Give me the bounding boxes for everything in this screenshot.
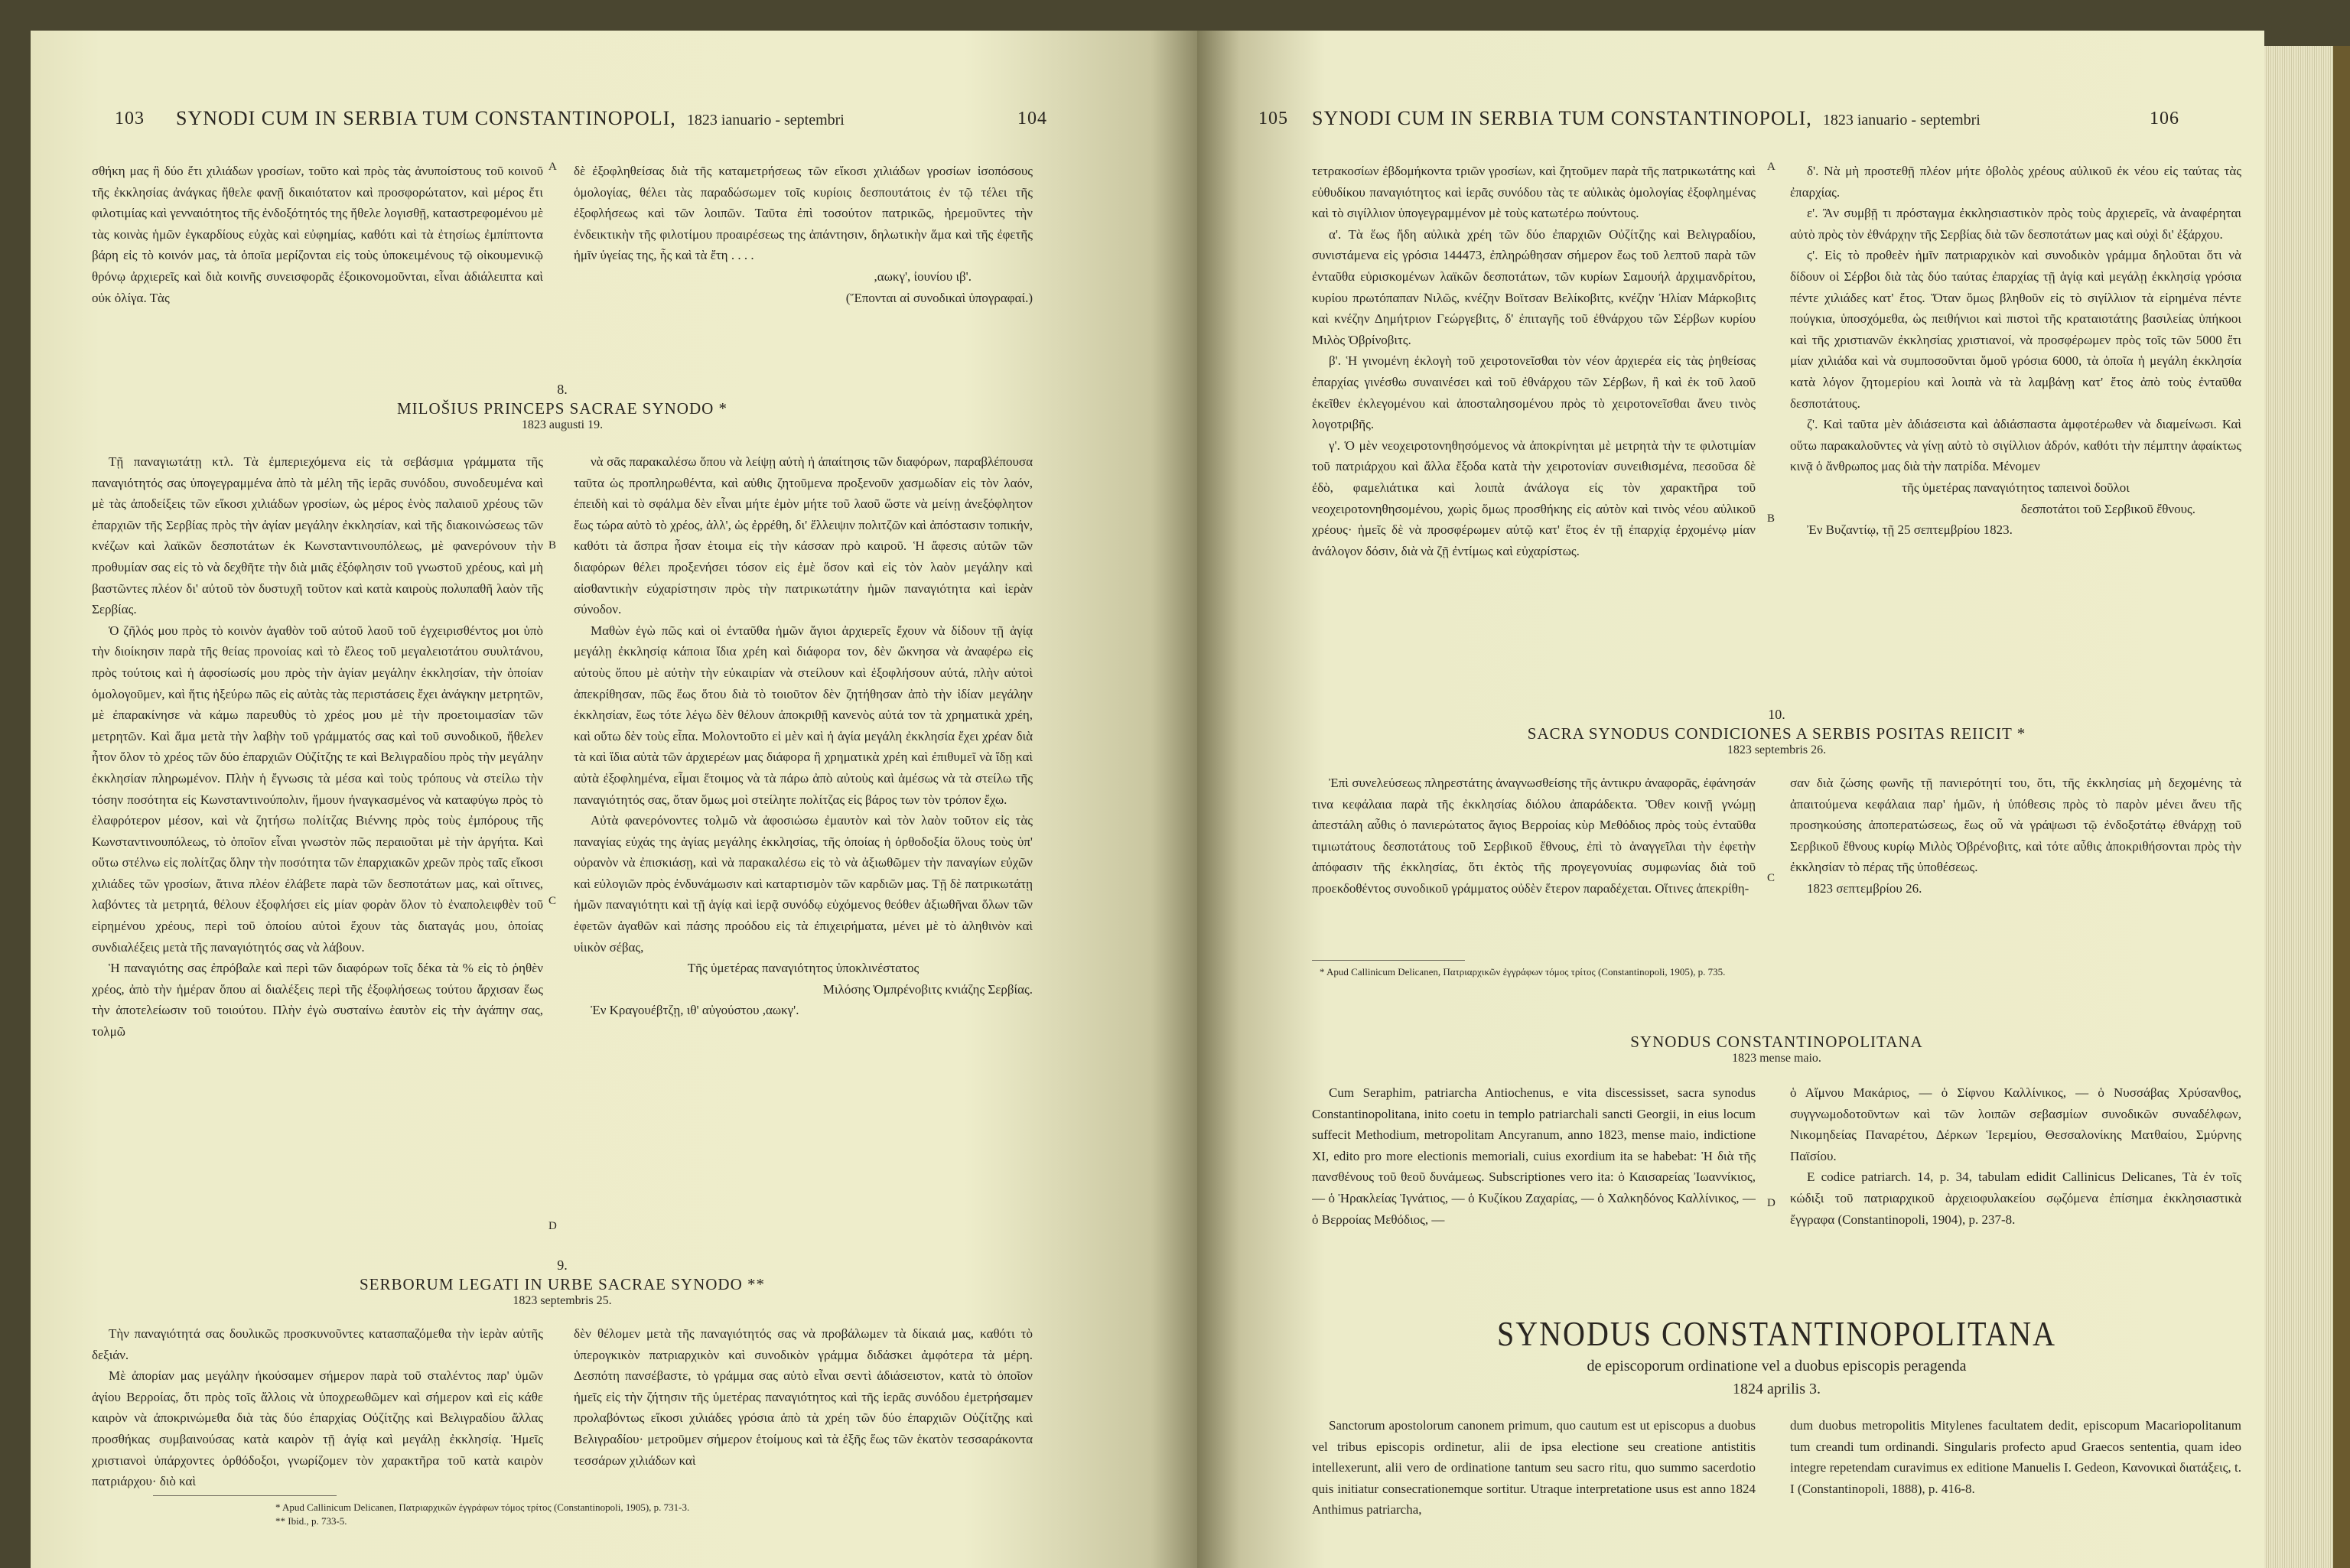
paragraph: δὲν θέλομεν μετὰ τῆς παναγιότητός σας νὰ προβάλωμεν τὰ δίκαιά μας, καθότι τὸ ὑπερογκικὸν πατριαρχικὸν καὶ συνοδικὸν γράμμα διδάσκει ἀμφότερα τὰ μέρη. Δεσπότη πανσέβαστε, τὸ γράμμα σας αὐτὸ εἶναι σεντὶ ἀδιάσειστον, κατὰ τὸ ὁποῖον ἡμεῖς εἰς τὴν ζήτησιν τῆς ὑμετέρας παναγιότητος καὶ τῆς ἱερᾶς συνόδου ἐμετρήσαμεν προλαβόντως εἴκοσι χιλιάδες γρόσια ἀπὸ τὰ χρέη τῶν δύο ἐπαρχιῶν Οὐζίτζης καὶ Βελιγραδίου· μετροῦμεν σήμερον ἑτοίμους καὶ τὰ ἐξῆς ἕως τῶν ἑκατὸν τεσσαράκοντα τεσσάρων χιλιάδων καὶ bbox=[574, 1326, 1033, 1468]
paragraph: ϛ'. Εἰς τὸ προθεὲν ἡμῖν πατριαρχικὸν καὶ συνοδικὸν γράμμα δηλοῦται ὅτι νὰ δίδουν οἱ Σέρβοι διὰ τὰς δύο ταύτας ἐπαρχίας τῇ ἁγίᾳ καὶ μεγάλῃ ἐκκλησίᾳ γρόσια πέντε χιλιάδες κατ' ἔτος. Ὅταν ὅμως βληθοῦν εἰς τὸ σιγίλλιον τὰ εἰρημένα πέντε πούγκια, ὑποσχόμεθα, ὡς πειθήνιοι καὶ πιστοὶ τῆς κραταιοτάτης βασιλείας ὑπήκοοι καὶ τῆς χριστιανῶν ἐκκλησίας χριστιανοί, νὰ προσφέρωμεν πρὸς τοῖς τῶν 5000 ἔτι μίαν χιλιάδα καὶ νὰ συμποσοῦνται ὅμοῦ γρόσια 6000, τὰ ὁποῖα ἡ μεγάλη ἐκκλησία κατὰ λόγον ζητομερίου καὶ λοιπὰ νὰ τὰ λαμβάνῃ κατ' ἔτος ἀπὸ τοὺς ἐνταῦθα δεσποτάτους. bbox=[1790, 248, 2241, 411]
place-date: Ἐν Βυζαντίῳ, τῇ 25 σεπτεμβρίου 1823. bbox=[1807, 522, 2013, 538]
section-date: 1823 σεπτεμβρίου 26. bbox=[1807, 880, 1922, 896]
paragraph: dum duobus metropolitis Mitylenes facultatem dedit, episcopum Macariopolitanum tum creandi tum ordinandi. Singularis profecto apud Graecos sententia, quam ideo integre repetendam curavimus ex editione Manuelis I. Gedeon, Κανονικαὶ διατάξεις, t. I (Constantinopoli, 1888), p. 416-8. bbox=[1790, 1418, 2241, 1496]
signature-note: (Ἕπονται αἱ συνοδικαὶ ὑπογραφαί.) bbox=[845, 290, 1033, 305]
section-heading bbox=[1312, 1033, 2241, 1073]
section-heading bbox=[92, 371, 1033, 440]
section-heading bbox=[1312, 696, 2241, 765]
column-text bbox=[92, 451, 543, 1270]
column-text bbox=[574, 161, 1033, 352]
paragraph: Αὐτὰ φανερόνοντες τολμῶ νὰ ἀφοσιώσω ἐμαυτὸν καὶ τὸν λαὸν τοῦτον εἰς τὰς παναγίας εὐχάς της ἁγίας μεγάλης ἐκκλησίας, τῆς ὁποίας ἡ ὀρθοδοξία ὅλους τοὺς ὑπ' οὐρανὸν νὰ ἐπισκιάσῃ, καὶ νὰ παρακαλέσω εἰς τὸ νὰ ἀξιωθῶμεν τὴν παναγίων εὐχῶν καὶ εὐλογιῶν πρὸς ἐνδυνάμωσιν καὶ καταρτισμὸν τῶν καρδιῶν μας. Τῇ δὲ πατρικωτάτῃ ἡμῶν παναγιότητι καὶ τῇ ἁγίᾳ καὶ ἱερᾷ συνόδῳ εὐχόμενος θεόθεν ἀξιωθῆναι ὅλων τῶν ἐφετῶν ἀγαθῶν καὶ πάσης προόδου εἰς τὰ ἐπιχειρήματα, μένει μὲ τὸ ἀληθινὸν καὶ υἱικὸν σέβας, bbox=[574, 813, 1033, 955]
margin-mark: B bbox=[1767, 512, 1776, 525]
column-text bbox=[1790, 161, 2241, 696]
section-title: SERBORUM LEGATI IN URBE SACRAE SYNODO ** bbox=[359, 1275, 766, 1293]
paragraph: Ὁ ζῆλός μου πρὸς τὸ κοινὸν ἀγαθὸν τοῦ αὐτοῦ λαοῦ τοῦ ἐγχειρισθέντος μοι ὑπὸ τὴν διοίκησιν παρὰ τῆς θείας προνοίας καὶ τὸ ἔλεος τοῦ μεγαλειοτάτου συυλτάνου, πρὸς τούτοις καὶ ἡ ἀφοσίωσίς μου πρὸς τὴν ἁγίαν μεγάλην ἐκκλησίαν, τὴν ὁποίαν ὁμολογοῦμεν, καὶ ἥτις ἠξεύρω πῶς εἰς αὐτὰς τὰς περιστάσεις ἔχει ἀνάγκην μετρητῶν, μὲ ἐπαρακίνησε νὰ κάμω παρευθὺς τὸ χρέος μου μὲ τὴν προετοιμασίαν τῶν μετρητῶν. Καὶ ἅμα μετὰ τὴν λαβὴν τοῦ γράμματός σας καὶ τοῦ συνοδικοῦ, ἤθελεν ἦτον ὅλον τὸ χρέος τῶν δύο ἐπαρχιῶν Οὐζίτζης τε καὶ Βελιγραδίου πρὸς τὴν μεγάλην ἐκκλησίαν πληρωμένον. Πλὴν ἡ ἔγνωσις τὰ μέσα καὶ τοὺς τρόπους νὰ στείλω τὴν τόσην ποσότητα εἰς Κωνσταντινούπολιν, ἤμουν ἠναγκασμένος νὰ καταφύγω πρὸς τὸ ἐλαφρότερον μέσον, καὶ νὰ ζητήσω πολίτζας Βιέννης πρὸς τοὺς ἐμπόρους τῆς Κωνσταντινουπόλεως, τὸ ὁποῖον εἶναι γνωστὸν πῶς περαιοῦται μὲ τὴν ἀργήτα. Καὶ οὕτω στέλνω εἰς πολίτζας ὅλην τὴν ποσότητα τῶν ἐπαρχιακῶν χρεῶν πρὸς ταῖς εἴκοσι χιλιάδες τῶν γροσίων, ἅτινα πλέον ἐλάβετε παρὰ τῶν δεσποτάτων μας, καὶ οἵτινες, λαβόντες τὰ μετρητά, θέλουν ἐξοφλήσει εἰς μίαν φορὰν ὅλον τὸ ἐναπολειφθὲν τοῦ εἰρημένου χρέους, περὶ τοῦ ὁποίου αὐτοὶ ἔχουν τὰς διαταγάς μου, ὁποίας συνδιαλέξεις μετὰ τῆς παναγιότητός σας νὰ λάβουν. bbox=[92, 623, 543, 955]
margin-mark: C bbox=[548, 895, 557, 907]
section-number: 8. bbox=[557, 382, 568, 397]
margin-mark: D bbox=[1767, 1197, 1776, 1209]
margin-mark: A bbox=[1767, 161, 1776, 173]
paragraph: α'. Τὰ ἕως ἤδη αὐλικὰ χρέη τῶν δύο ἐπαρχιῶν Οὐζίτζης καὶ Βελιγραδίου, συνιστάμενα εἰς γρόσια 144473, ἐπληρώθησαν σήμερον ἕως τοῦ λεπτοῦ παρὰ τῶν ἐνταῦθα εὑρισκομένων λαϊκῶν δεσποτάτων, τῶν κυρίων Σαμουήλ ἀρχιμανδρίτου, κυρίου πρωτόπαπαν Νιλῶς, κνέζην Βοϊτσαν Βελίκοβιτς, κνέζην Ἠλίαν Μάρκοβιτς καὶ κνέζην Δημήτριον Γεώργεβιτς, δ' ἐπιταγῆς τοῦ ἐθνάρχου τῶν Σέρβων κυρίου Μιλὸς Ὀβρίνοβιτς. bbox=[1312, 226, 1756, 347]
paragraph: ζ'. Καὶ ταῦτα μὲν ἀδιάσειστα καὶ ἀδιάσπαστα ἀμφοτέρωθεν νὰ διαμείνωσι. Καὶ οὕτω παρακαλοῦντες νὰ γίνῃ αὐτὸ τὸ σιγίλλιον ἀδρόν, καθότι τὴν πέμπτην ἀφαίκτως κινᾷ ὁ ἄνθρωπος μας διὰ τὴν πατρίδα. Μένομεν bbox=[1790, 417, 2241, 474]
section-date: 1823 septembris 25. bbox=[513, 1294, 612, 1307]
paragraph: τετρακοσίων ἐβδομήκοντα τριῶν γροσίων, καὶ ζητοῦμεν παρὰ τῆς πατρικωτάτης καὶ εὐθυδίκου παναγιότητος καὶ ἱερᾶς συνόδου τὰς τε αὐλικὰς ὁμολογίας ἐξοφλημένας καὶ τὸ σιγίλλιον ὑπογεγραμμένον μὲ τοὺς κατωτέρω πούντους. bbox=[1312, 164, 1756, 221]
signoff: τῆς ὑμετέρας παναγιότητος ταπεινοὶ δοῦλοι bbox=[1902, 480, 2130, 495]
left-page bbox=[31, 31, 1197, 1568]
column-text bbox=[1790, 1082, 2241, 1281]
footnote-rule bbox=[153, 1495, 337, 1496]
running-date: 1823 ianuario - septembri bbox=[686, 112, 845, 128]
paragraph: Cum Seraphim, patriarcha Antiochenus, e vita discessisset, sacra synodus Constantinopolitana, inito coetu in templo patriarchali sancti Georgii, in eius locum suffecit Methodium, metropolitam Ancyranum, anno 1823, mense maio, indictione XI, edito pro more electionis memoriali, cuius exordium ita se habebat: Ἡ διὰ τῆς πανσθένους τοῦ θεοῦ δυνάμεως. Subscriptiones vero ita: ὁ Καισαρείας Ἰωαννίκιος, — ὁ Ἡρακλείας Ἰγνάτιος, — ὁ Κυζίκου Ζαχαρίας, — ὁ Χαλκηδόνος Καλλίνικος, — ὁ Βερροίας Μεθόδιος, — bbox=[1312, 1085, 1756, 1227]
column-text bbox=[1312, 773, 1756, 960]
column-text bbox=[1312, 1415, 1756, 1560]
signoff: Τῆς ὑμετέρας παναγιότητος ὑποκλινέστατος bbox=[687, 961, 919, 976]
footnote-rule bbox=[1312, 960, 1465, 961]
section-number: 9. bbox=[557, 1257, 568, 1273]
section-number: 10. bbox=[1768, 707, 1785, 722]
paragraph: ὁ Αἴμνου Μακάριος, — ὁ Σίφνου Καλλίνικος, — ὁ Νυσσάβας Χρύσανθος, συγγνωμοδοτοῦντων καὶ τῶν λοιπῶν σεβασμίων συνοδικῶν συναδέλφων, Νικομηδείας Παναρέτου, Δέρκων Ἱερεμίου, Θεσσαλονίκης Ματθαίου, Σμύρνης Παϊσίου. bbox=[1790, 1085, 2241, 1163]
paragraph: Μὲ ἀπορίαν μας μεγάλην ἠκούσαμεν σήμερον παρὰ τοῦ σταλέντος παρ' ὑμῶν ἁγίου Βερροίας, ὅτι πρὸς τοῖς ἄλλοις νὰ ὑποχρεωθῶμεν καὶ σήμερον καὶ εἰς κάθε καιρὸν νὰ ἀποκρινώμεθα διὰ τὰς δύο ἐπαρχίας Οὐζίτζης καὶ Βελιγραδίου ἄλλας προσθήκας συμβαινούσας κατὰ καιρὸν τῇ ἁγίᾳ καὶ μεγάλῃ ἐκκλησίᾳ. Ἡμεῖς χριστιανοὶ ὑπάρχοντες ὀρθόδοξοι, γνωρίζομεν τὸν χαρακτῆρα τοῦ κατὰ καιρὸν πατριάρχου· διὸ καὶ bbox=[92, 1368, 543, 1489]
footnote: * Apud Callinicum Delicanen, Πατριαρχικῶν ἐγγράφων τόμος τρίτος (Constantinopoli, 1905), p. 731-3. bbox=[275, 1501, 690, 1513]
page-number: 103 bbox=[115, 109, 145, 128]
page-number: 104 bbox=[1017, 109, 1047, 128]
paragraph: Μαθὼν ἐγὼ πῶς καὶ οἱ ἐνταῦθα ἡμῶν ἅγιοι ἀρχιερεῖς ἔχουν νὰ δίδουν τῇ ἁγίᾳ μεγάλῃ ἐκκλησίᾳ κάποια ἴδια χρέη καὶ διάφορα τον, δὲν ὤκνησα νὰ ἀναφέρω εἰς αὐτοὺς ὅπου μὲ αὐτὴν τὴν εὐκαιρίαν νὰ στείλουν καὶ ἐξοφλήσουν αὐτά, πλὴν αὐτοὶ ἀπεκρίθησαν, πῶς ἕως ὅτου διὰ τὸ τοιοῦτον δὲν ζητήθησαν ἀπὸ τὴν ἰδίαν μεγάλην ἐκκλησίαν, ἕως τότε λέγω δὲν θέλουν ἀποκριθῇ κανενὸς αὐτά τον τὰ χρηματικὰ χρέη, καὶ οὕτω δὲν τοὺς εἶπα. Μολοντοῦτο εἰ μὲν καὶ ἡ ἁγία μεγάλη ἐκκλησία ἔχει χρέαν διὰ τὰ καὶ ἴδια αὐτὰ τῶν ἀρχιερέων μας διάφορα ἢ χρηματικὰ χρέη καὶ ἐπιθυμεῖ νὰ ἴδῃ καὶ αὐτὰ ἐξοφλημένα, εἶμαι ἕτοιμος νὰ τὰ πάρω ἀπὸ αὐτοὺς καὶ ἀμέσως νὰ τὰ στείλω τῆς παναγιότητός σας, ὅταν ὅμως μοὶ στείλητε πολίτζας εἰς βάρος των τὸν τρόπον ἔχω. bbox=[574, 623, 1033, 807]
margin-mark: A bbox=[548, 161, 557, 173]
paragraph: δὲ ἐξοφληθείσας διὰ τῆς καταμετρήσεως τῶν εἴκοσι χιλιάδων γροσίων ἰσοπόσους ὁμολογίας, θέλει τὰς παραδώσωμεν τοῖς κυρίοις δεσπουτάτοις ἐν τῷ τέλει τῆς ἐξοφλήσεως καὶ τῶν λοιπῶν. Ταῦτα ἐπὶ τοσούτον πατρικῶς, ἠρεμοῦντες τὴν ἐνδεικτικὴν τῆς φιλοτίμου προαιρέσεως της ἀπάντησιν, δηλωτικὴν ἅμα καὶ τῆς ἐφετῆς ἡμῖν ὑγείας της, ἧς καὶ τὰ ἔτη . . . . bbox=[574, 164, 1033, 263]
paragraph: ε'. Ἂν συμβῇ τι πρόσταγμα ἐκκλησιαστικὸν πρὸς τοὺς ἀρχιερεῖς, νὰ ἀναφέρηται αὐτὸ πρὸς τὸν ἐθνάρχην τῆς Σερβίας διὰ τῶν δεσποτάτων μας καὶ οὐχὶ δι' ἐξάρχου. bbox=[1790, 206, 2241, 242]
footnote: * Apud Callinicum Delicanen, Πατριαρχικῶν ἐγγράφων τόμος τρίτος (Constantinopoli, 1905), p. 735. bbox=[1320, 966, 1726, 978]
section-date: 1824 aprilis 3. bbox=[1733, 1381, 1821, 1397]
paragraph: νὰ σᾶς παρακαλέσω ὅπου νὰ λείψῃ αὐτὴ ἡ ἀπαίτησις τῶν διαφόρων, παραβλέπουσα ταῦτα ὡς προπληρωθέντα, καὶ αὐθις ζητοῦμενα προξενοῦν χασμωδίαν εἰς τὸν λαόν, ἐπειδὴ καὶ τὸ σφάλμα δὲν εἶναι μήτε ἐμὸν μήτε τοῦ λαοῦ ὥστε νὰ μείνῃ ἀνεξόφλητον ἕως τώρα αὐτὸ τὸ χρέος, ἀλλ', ὡς ἐρρέθη, δι' ἔλλειψιν πολιτζῶν καὶ ἀπόστασιν τοπικήν, καθότι τὰ ἄσπρα ἦσαν ἑτοιμα εἰς τὴν κάσσαν πρὸ καιροῦ. Ἡ ἄφεσις αὐτῶν τῶν διαφόρων θέλει προξενήσει τόσον εἰς ἐμὲ ὅσον καὶ εἰς τὸν λαὸν μεγάλην καὶ αἰσθαντικὴν εὐχαρίστησιν πρὸς τὴν πατρικωτάτην ἡμῶν παναγιότητα καὶ ἱερὰν σύνοδον. bbox=[574, 454, 1033, 617]
section-date: 1823 augusti 19. bbox=[521, 418, 604, 431]
section-heading bbox=[92, 1247, 1033, 1316]
paragraph: δ'. Νὰ μὴ προστεθῇ πλέον μήτε ὀβολὸς χρέους αὐλικοῦ ἐκ νέου εἰς ταύτας τὰς ἐπαρχίας. bbox=[1790, 164, 2241, 200]
right-page bbox=[1197, 31, 2264, 1568]
column-text bbox=[1312, 1082, 1756, 1281]
paragraph: Ἐπὶ συνελεύσεως πληρεστάτης ἀναγνωσθείσης τῆς ἀντικρυ ἀναφορᾶς, ἐφάνησάν τινα κεφάλαια παρὰ τῆς ἐκκλησίας διόλου ἀπαράδεκτα. Ὅθεν κοινῇ γνώμῃ ἀπεστάλη αὖθις ὁ πανιερώτατος ἅγιος Βερροίας κὺρ Μεθόδιος πρὸς τοὺς ἐνταῦθα τιμιωτάτους δεσποτάτους τοῦ Σερβικοῦ ἔθνους, ἐπὶ τὸ ἀναγγεῖλαι τὴν ἐφετὴν ἀπόφασιν τῆς ἐκκλησίας, ὅτι ἐκτὸς τῆς προγεγονυίας συμφωνίας διὰ τοῦ προεκδοθέντος συνοδικοῦ γράμματος οὐδὲν ἕτερον παραδέχεται. Οἵτινες ἀπεκρίθη- bbox=[1312, 776, 1756, 896]
paragraph: γ'. Ὁ μὲν νεοχειροτονηθησόμενος νὰ ἀποκρίνηται μὲ μετρητὰ τὴν τε φιλοτιμίαν τοῦ πατριάρχου καὶ ἄλλα ἔξοδα κατὰ τὴν χειροτονίαν συνειθισμένα, πεσοῦσα δὲ ἐδὸ, φαμελιάτικα καὶ λοιπὰ ἀνάλογα εἰς τὸν χαρακτῆρα τοῦ νεοχειροτονηθησομένου, χωρὶς ὅμως προσθήκης εἰς αὐτὸν καὶ τινὸς νέου αὐλικοῦ χρέους· ἡμεῖς δὲ νὰ προσφέρωμεν αὐτῷ κατ' ἔτος ἐν τῇ ἐπαρχίᾳ ἐρχομένῳ μίαν ἀνάλογον δόσιν, διὰ νὰ ζῇ ἐντίμως καὶ εὐχαρίστως. bbox=[1312, 438, 1756, 558]
paragraph: β'. Ἡ γινομένη ἐκλογὴ τοῦ χειροτονεῖσθαι τὸν νέον ἀρχιερέα εἰς τὰς ῥηθείσας ἐπαρχίας γινέσθω συναινέσει καὶ τοῦ ἐθνάρχου τῶν Σέρβων, ἢ καὶ ἐκ τοῦ λαοῦ ἐκεῖθεν ἐκλεγομένου καὶ ἀποσταλησομένου πρὸς τὸ χειροτονεῖσθαι ἄνευ τινὸς λογοτριβῆς. bbox=[1312, 353, 1756, 432]
running-head-right bbox=[1258, 107, 2179, 130]
paragraph: Sanctorum apostolorum canonem primum, quo cautum est ut episcopus a duobus vel tribus episcopis ordinetur, alii de ipsa electione seu creatione antistitis intellexerunt, alii vero de ordinatione tantum seu sacro ritu, quo summo sacerdotio quis initiatur consecrationemque sortitur. Utraque interpretatione usus est anno 1824 Anthimus patriarcha, bbox=[1312, 1418, 1756, 1518]
signature: Μιλόσης Ὀμπρένοβιτς κνιάζης Σερβίας. bbox=[822, 981, 1033, 997]
margin-mark: C bbox=[1767, 872, 1776, 884]
paragraph: Τῇ παναγιωτάτῃ κτλ. Τὰ ἐμπεριεχόμενα εἰς τὰ σεβάσμια γράμματα τῆς παναγιότητός σας ὑπογεγραμμένα ἀπὸ τὰ μέλη τῆς ἱερᾶς συνόδου, συνοδευμένα καὶ μὲ τὰς ἀποδείξεις τῶν εἴκοσι χιλιάδων γροσίων, ὡς μέρος ἑνὸς παλαιοῦ χρέους τῶν ἐπαρχιῶν τῆς Σερβίας πρὸς τὴν ἁγίαν μεγάλην ἐκκλησίαν, καὶ τῆς διακοινώσεως τῶν κνέζων καὶ λαϊκῶν δεσποτάτων ἐκ Κωνσταντινουπόλεως, μὲ φανερόνουν τὴν προθυμίαν σας εἰς τὸ νὰ δεχθῆτε τὴν διὰ μιᾶς ἐξόφλησιν τοῦ γνωστοῦ χρέους, καὶ μὴ βαστῶντες πλέον δι' αὐτοῦ τὸν δυστυχῆ τοῦτον καὶ κατὰ καιροὺς πολυπαθῆ λαὸν τῆς Σερβίας. bbox=[92, 454, 543, 617]
page-number: 106 bbox=[2150, 109, 2179, 128]
running-title: SYNODI CUM IN SERBIA TUM CONSTANTINOPOLI, bbox=[176, 107, 676, 129]
letter-date: ,αωκγ', ἰουνίου ιβ'. bbox=[874, 268, 972, 284]
margin-mark: D bbox=[548, 1220, 557, 1232]
running-head-left bbox=[115, 107, 1047, 130]
section-title: SACRA SYNODUS CONDICIONES A SERBIS POSITAS REIICIT * bbox=[1527, 724, 2026, 743]
section-date: 1823 mense maio. bbox=[1732, 1052, 1821, 1065]
column-text bbox=[1790, 1415, 2241, 1560]
signature: δεσποτάτοι τοῦ Σερβικοῦ ἔθνους. bbox=[2020, 501, 2195, 516]
section-date: 1823 septembris 26. bbox=[1727, 743, 1827, 756]
column-text: σθήκη μας ἢ δύο ἔτι χιλιάδων γροσίων, τοῦτο καὶ πρὸς τὰς ἀνυποίστους τοῦ κοινοῦ τῆς ἐκκλησίας ἀνάγκας ἤθελε φανῇ δικαιότατον καὶ προσφορώτατον, καὶ μέρος ἔτι φιλοτιμίας καὶ γενναιότητος τῆς ἐνδοξότητός της ἤθελε λογισθῇ, καταστρεφομένου μὲ τὰς κοινὰς ἡμῶν ἐγκαρδίους εὐχὰς καὶ εὐφημίας, καθότι καὶ τὰ ἐτησίως ἐμπίπτοντα βάρη εἰς τὸ κοινόν μας, τὰ ὁποῖα μερίζονται εἰς τοὺς ὑποκειμένους τῷ οἰκουμενικῷ θρόνῳ ἀρχιερεῖς καὶ διὰ κοινῆς συνεισφορᾶς ἐξοικονομοῦνται, εἶναι ἀδιάλειπτα καὶ οὐκ ὀλίγα. Τὰς bbox=[92, 164, 543, 305]
column-text bbox=[1790, 773, 2241, 960]
section-title: MILOŠIUS PRINCEPS SACRAE SYNODO * bbox=[396, 399, 728, 418]
paragraph: E codice patriarch. 14, p. 34, tabulam edidit Callinicus Delicanes, Τὰ ἐν τοῖς κώδιξι τοῦ πατριαρχικοῦ ἀρχειοφυλακείου σῳζόμενα ἐπίσημα ἐκκλησιαστικὰ ἔγγραφα (Constantinopoli, 1904), p. 237-8. bbox=[1790, 1169, 2241, 1227]
page-edges bbox=[2264, 46, 2333, 1568]
main-title: SYNODUS CONSTANTINOPOLITANA bbox=[1497, 1313, 2056, 1354]
column-text bbox=[574, 451, 1033, 1277]
footnote: ** Ibid., p. 733-5. bbox=[275, 1515, 347, 1527]
page-number: 105 bbox=[1258, 109, 1288, 128]
paragraph: Ἡ παναγιότης σας ἐπρόβαλε καὶ περὶ τῶν διαφόρων τοῖς δέκα τὰ % εἰς τὸ ῥηθὲν χρέος, ἀπὸ τὴν ἡμέραν ὅπου αἱ διαλέξεις περὶ τῆς ἐξοφλήσεως τούτου ἄρχισαν ἕως τὴν ἀποτελείωσιν τοῦ τοιούτου. Πλὴν ἐγὼ συσταίνω ἑαυτὸν εἰς τὴν ἀγάπην σας, τολμῶ bbox=[92, 961, 543, 1039]
running-title: SYNODI CUM IN SERBIA TUM CONSTANTINOPOLI, bbox=[1312, 107, 1812, 129]
book-binding bbox=[2333, 46, 2350, 1568]
section-title: SYNODUS CONSTANTINOPOLITANA bbox=[1630, 1033, 1923, 1051]
column-text bbox=[92, 1323, 543, 1492]
place-date: Ἐν Κραγουέβτζῃ, ιθ' αὐγούστου ,αωκγ'. bbox=[591, 1003, 799, 1018]
column-text bbox=[1312, 161, 1756, 696]
subtitle: de episcoporum ordinatione vel a duobus episcopis peragenda bbox=[1587, 1358, 1967, 1374]
paragraph: Τὴν παναγιότητά σας δουλικῶς προσκυνοῦντες κατασπαζόμεθα τὴν ἱερὰν αὐτῆς δεξιάν. bbox=[92, 1326, 543, 1362]
running-date: 1823 ianuario - septembri bbox=[1822, 112, 1981, 128]
paragraph: σαν διὰ ζώσης φωνῆς τῇ πανιερότητί του, ὅτι, τῆς ἐκκλησίας μὴ δεχομένης τὰ ἀπαιτούμενα κεφάλαια παρ' ἡμῶν, ἡ ὑπόθεσις πρὸς τὸ παρὸν μένει ἄνευ τῆς προσηκούσης ἀποπερατώσεως, ἕως οὗ νὰ γράψωσι τῷ ἐνδοξοτάτῳ ἐθνάρχῃ τοῦ Σερβικοῦ ἔθνους κυρίῳ Μιλὸς Ὀβρένοβιτς, καὶ τότε αὖθις ἀποκριθήσονται πρὸς τὴν ἐκκλησίαν τὸ πέρας τῆς ὑποθέσεως. bbox=[1790, 776, 2241, 875]
margin-mark: B bbox=[548, 539, 557, 551]
column-text bbox=[574, 1323, 1033, 1492]
